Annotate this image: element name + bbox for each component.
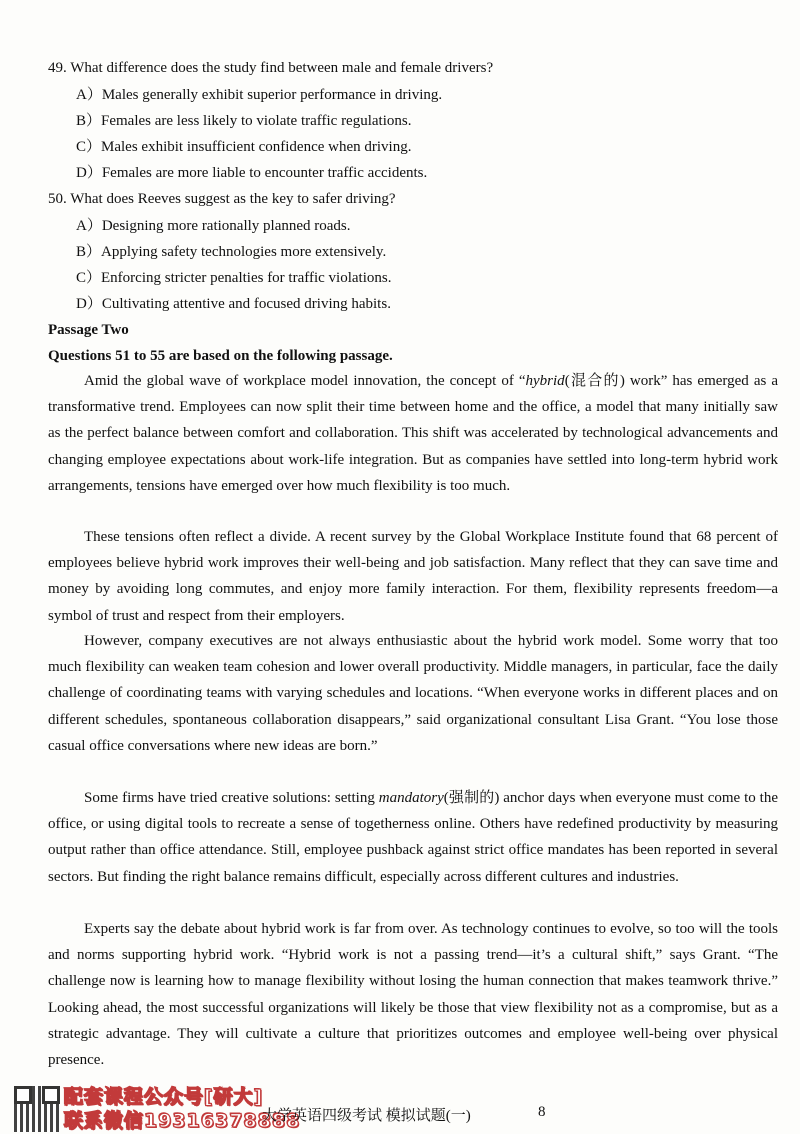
paragraph-1-text-a: Amid the global wave of workplace model innovation, the concept of “	[84, 373, 526, 389]
page-footer	[0, 1080, 800, 1134]
promo-banner-line-1: 配套课程公众号[研大]	[64, 1086, 264, 1108]
question-50-stem: 50. What does Reeves suggest as the key to safer driving?	[48, 191, 396, 207]
exam-title: 大学英语四级考试 模拟试题(一)	[262, 1108, 471, 1124]
paragraph-1-term: hybrid	[525, 373, 565, 389]
paragraph-4-text-a: Some firms have tried creative solutions: setting	[84, 790, 379, 806]
paragraph-1-gloss: (混合的)	[564, 373, 625, 389]
question-50-option-a: A）Designing more rationally planned roads.	[76, 218, 351, 234]
question-49-option-c: C）Males exhibit insufficient confidence when driving.	[76, 139, 412, 155]
page-number: 8	[538, 1104, 546, 1120]
passage-paragraph-5: Experts say the debate about hybrid work is far from over. As technology continues to evolve, so too will the tools and norms supporting hybrid work. “Hybrid work is not a passing trend—it’s a cultural shift,” says Grant. “The challenge now is learning how to manage flexibility without losing the human connection that makes teamwork thrive.” Looking ahead, the most successful organizations will likely be those that view flexibility not as a compromise, but as a strategic advantage. They will cultivate a culture that prioritizes outcomes and employee well-being over physical presence.	[48, 921, 778, 1069]
paragraph-4-gloss: (强制的)	[443, 790, 500, 806]
promo-banner-line-2: 联系微信19316378888	[64, 1110, 301, 1132]
passage-paragraph-1	[48, 368, 778, 499]
question-49-stem: 49. What difference does the study find between male and female drivers?	[48, 60, 494, 76]
passage-paragraph-2: These tensions often reflect a divide. A recent survey by the Global Workplace Institute found that 68 percent of employees believe hybrid work improves their well-being and job satisfaction. Many reflect that they can save time and money by avoiding long commutes, and enjoy more family interaction. For them, flexibility represents freedom—a symbol of trust and respect from their employers.	[48, 529, 778, 624]
question-49-option-d: D）Females are more liable to encounter traffic accidents.	[76, 165, 428, 181]
question-49-option-b: B）Females are less likely to violate traffic regulations.	[76, 113, 412, 129]
passage-title: Passage Two	[48, 322, 129, 338]
question-50-option-c: C）Enforcing stricter penalties for traffic violations.	[76, 270, 392, 286]
passage-paragraph-3: However, company executives are not always enthusiastic about the hybrid work model. Some worry that too much flexibility can weaken team cohesion and lower overall productivity. Middle managers, in particular, face the daily challenge of coordinating teams with varying schedules and locations. “When everyone works in different places and on different schedules, spontaneous collaboration disappears,” said organizational consultant Lisa Grant. “You lose those casual office conversations where new ideas are born.”	[48, 633, 778, 754]
passage-instruction: Questions 51 to 55 are based on the following passage.	[48, 348, 393, 364]
question-50-option-b: B）Applying safety technologies more extensively.	[76, 244, 387, 260]
passage-paragraph-4	[48, 785, 778, 890]
question-49-option-a: A）Males generally exhibit superior performance in driving.	[76, 87, 443, 103]
qr-code-icon	[14, 1086, 60, 1132]
paragraph-4-text-b: anchor days when everyone must come to the office, or using digital tools to recreate a sense of togetherness online. Others have redefined productivity by measuring output rather than office attendance. Still, employee pushback against strict office mandates has been reported in several sectors. But finding the right balance remains difficult, especially across different cultures and industries.	[48, 790, 779, 885]
paragraph-4-term: mandatory	[378, 790, 444, 806]
paragraph-1-text-b: work” has emerged as a transformative trend. Employees can now split their time between home and the office, a model that many initially saw as the perfect balance between comfort and collaboration. This shift was accelerated by technological advancements and changing employee expectations about work-life integration. But as companies have settled into long-term hybrid work arrangements, tensions have emerged over how much flexibility is too much.	[48, 373, 779, 494]
question-50-option-d: D）Cultivating attentive and focused driving habits.	[76, 296, 391, 312]
